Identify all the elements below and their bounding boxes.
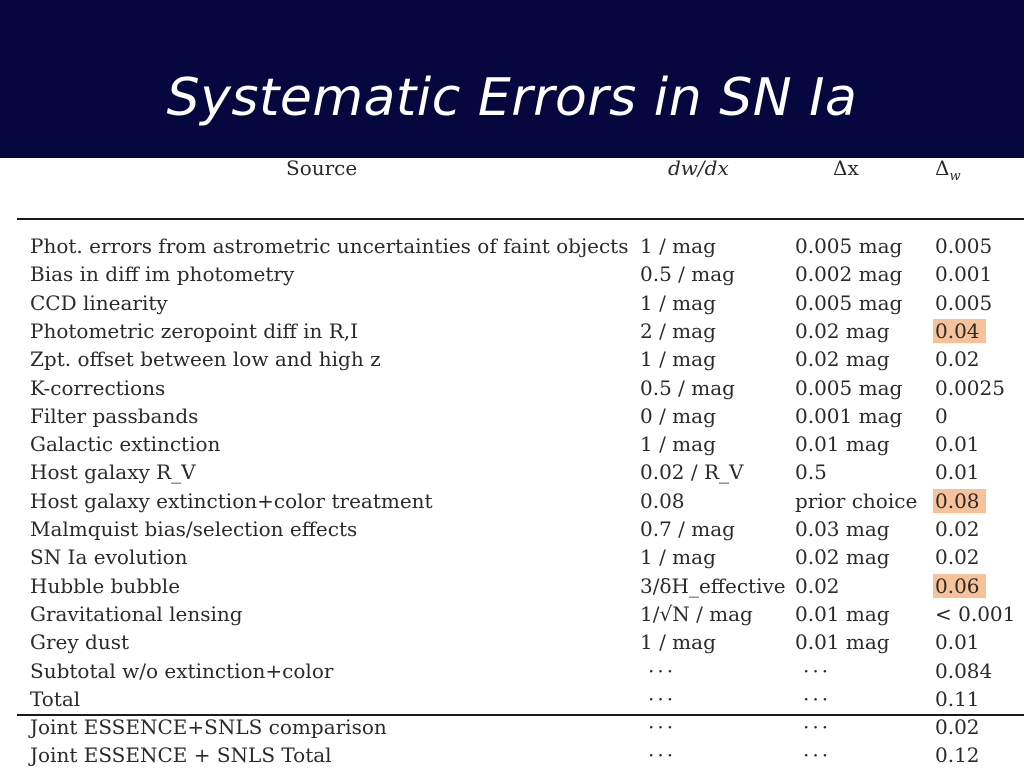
dwdx-cell-text: ··· [648, 658, 677, 683]
source-cell [30, 345, 381, 373]
dwdx-cell [640, 600, 753, 628]
delta-x-cell-text: 0.005 mag [795, 234, 903, 258]
dwdx-cell [640, 458, 744, 486]
delta-w-cell-text: 0.02 [935, 545, 980, 570]
source-cell-text: Joint ESSENCE + SNLS Total [30, 743, 332, 768]
source-cell-text: Gravitational lensing [30, 601, 243, 626]
table-row [0, 487, 1024, 515]
dwdx-cell [640, 713, 676, 741]
table-row [0, 600, 1024, 628]
dwdx-cell [640, 317, 716, 345]
source-cell [30, 628, 129, 656]
header-delta-w-subscript: w [949, 169, 961, 184]
dwdx-cell-text: 1 / mag [640, 432, 716, 457]
dwdx-cell-text: ··· [648, 743, 677, 768]
source-cell [30, 543, 188, 571]
delta-x-cell [795, 543, 890, 571]
source-cell-text: Filter passbands [30, 403, 199, 428]
delta-w-cell-text: 0.0025 [935, 375, 1005, 400]
source-cell-text: Host galaxy extinction+color treatment [30, 488, 433, 513]
table-row [0, 572, 1024, 600]
delta-x-cell [795, 600, 890, 628]
delta-w-cell [935, 232, 992, 260]
delta-w-cell [935, 543, 980, 571]
dwdx-cell-text: 1 / mag [640, 545, 716, 570]
delta-w-cell-text: < 0.001 [935, 601, 1016, 626]
delta-w-cell [935, 345, 980, 373]
slide-title: Systematic Errors in SN Ia [166, 68, 858, 128]
delta-x-cell-text: ··· [803, 686, 832, 711]
source-cell [30, 260, 294, 288]
dwdx-cell [640, 402, 716, 430]
dwdx-cell [640, 289, 716, 317]
dwdx-cell-text: 1 / mag [640, 234, 716, 258]
delta-x-cell [795, 458, 827, 486]
delta-x-cell-text: 0.01 mag [795, 601, 890, 626]
source-cell [30, 430, 220, 458]
dwdx-cell-text: ··· [648, 686, 677, 711]
delta-w-cell-text: 0.005 [935, 234, 993, 258]
delta-x-cell-text: 0.02 mag [795, 318, 890, 343]
dwdx-cell-text: 1 / mag [640, 347, 716, 372]
delta-x-cell [795, 685, 831, 713]
delta-x-cell-text: 0.02 [795, 573, 840, 598]
source-cell [30, 657, 333, 685]
dwdx-cell-text: 1/√N / mag [640, 601, 753, 626]
delta-x-cell [795, 345, 890, 373]
delta-w-cell-text: 0.02 [935, 715, 980, 740]
delta-w-cell [935, 741, 980, 769]
source-cell [30, 515, 357, 543]
source-cell [30, 487, 433, 515]
dwdx-cell [640, 741, 676, 769]
table-row [0, 374, 1024, 402]
source-cell-text: CCD linearity [30, 290, 168, 315]
delta-x-cell [795, 487, 917, 515]
source-cell-text: K-corrections [30, 375, 166, 400]
dwdx-cell-text: ··· [648, 715, 677, 740]
delta-x-cell [795, 628, 890, 656]
delta-x-cell [795, 741, 831, 769]
delta-x-cell-text: 0.001 mag [795, 403, 903, 428]
source-cell [30, 713, 387, 741]
delta-w-cell-text: 0.084 [935, 658, 993, 683]
source-cell-text: Bias in diff im photometry [30, 262, 295, 287]
table-row [0, 402, 1024, 430]
table-row [0, 430, 1024, 458]
source-cell [30, 232, 629, 260]
source-cell-text: Subtotal w/o extinction+color [30, 658, 334, 683]
table-row [0, 345, 1024, 373]
delta-x-cell-text: 0.03 mag [795, 517, 890, 541]
delta-w-cell-text: 0.08 [933, 489, 986, 513]
delta-w-cell [935, 289, 992, 317]
delta-w-cell [935, 628, 980, 656]
source-cell-text: Phot. errors from astrometric uncertainties of faint objects [30, 234, 629, 258]
delta-w-cell [935, 685, 980, 713]
dwdx-cell [640, 515, 735, 543]
delta-w-cell [935, 458, 980, 486]
table-row [0, 657, 1024, 685]
dwdx-cell [640, 487, 685, 515]
delta-x-cell-text: ··· [803, 743, 832, 768]
delta-x-cell [795, 430, 890, 458]
table-row [0, 741, 1024, 769]
delta-w-cell [935, 402, 948, 430]
delta-x-cell [795, 657, 831, 685]
table-row [0, 458, 1024, 486]
delta-x-cell-text: ··· [803, 658, 832, 683]
dwdx-cell [640, 232, 716, 260]
dwdx-cell-text: 0.5 / mag [640, 375, 735, 400]
dwdx-cell-text: 1 / mag [640, 290, 716, 315]
source-cell [30, 374, 165, 402]
dwdx-cell [640, 628, 716, 656]
dwdx-cell [640, 430, 716, 458]
delta-x-cell [795, 260, 902, 288]
table-row [0, 317, 1024, 345]
delta-w-cell [935, 430, 980, 458]
delta-x-cell [795, 402, 902, 430]
dwdx-cell-text: 0.08 [640, 488, 685, 513]
table-row [0, 543, 1024, 571]
delta-w-cell-text: 0.04 [933, 319, 986, 343]
delta-x-cell [795, 317, 890, 345]
table-row [0, 232, 1024, 260]
dwdx-cell-text: 2 / mag [640, 318, 716, 343]
header-delta-x: Δx [833, 156, 859, 180]
delta-x-cell-text: 0.005 mag [795, 290, 903, 315]
header-source: Source [286, 156, 358, 180]
delta-x-cell-text: prior choice [795, 488, 918, 513]
dwdx-cell [640, 345, 716, 373]
dwdx-cell [640, 260, 735, 288]
delta-w-cell-text: 0.01 [935, 432, 980, 457]
dwdx-cell-text: 0.7 / mag [640, 517, 735, 541]
table-row [0, 289, 1024, 317]
delta-w-cell-text: 0.11 [935, 686, 980, 711]
delta-w-cell-text: 0.001 [935, 262, 993, 287]
dwdx-cell-text: 1 / mag [640, 630, 716, 655]
delta-x-cell-text: 0.01 mag [795, 432, 890, 457]
source-cell-text: Total [30, 686, 81, 711]
source-cell [30, 317, 358, 345]
source-cell-text: SN Ia evolution [30, 545, 188, 570]
header-delta-w-symbol: Δ [935, 156, 950, 180]
delta-x-cell-text: ··· [803, 715, 832, 740]
source-cell-text: Photometric zeropoint diff in R,I [30, 318, 359, 343]
header-delta-w [935, 156, 961, 184]
delta-w-cell [935, 317, 986, 345]
delta-w-cell [935, 713, 980, 741]
delta-w-cell-text: 0.02 [935, 347, 980, 372]
dwdx-cell [640, 543, 716, 571]
delta-x-cell-text: 0.01 mag [795, 630, 890, 655]
delta-w-cell-text: 0.06 [933, 574, 986, 598]
delta-w-cell-text: 0.02 [935, 517, 980, 541]
source-cell-text: Hubble bubble [30, 573, 181, 598]
source-cell [30, 685, 80, 713]
delta-x-cell [795, 374, 902, 402]
delta-x-cell [795, 713, 831, 741]
delta-w-cell [935, 260, 992, 288]
delta-x-cell [795, 572, 840, 600]
source-cell-text: Zpt. offset between low and high z [30, 347, 381, 372]
header-rule [17, 218, 1024, 220]
source-cell [30, 289, 168, 317]
delta-w-cell-text: 0.005 [935, 290, 993, 315]
table-row [0, 685, 1024, 713]
delta-x-cell-text: 0.02 mag [795, 347, 890, 372]
delta-w-cell-text: 0.01 [935, 460, 980, 485]
delta-w-cell [935, 600, 1015, 628]
delta-w-cell-text: 0 [935, 403, 948, 428]
source-cell-text: Galactic extinction [30, 432, 221, 457]
delta-x-cell-text: 0.02 mag [795, 545, 890, 570]
source-cell-text: Grey dust [30, 630, 130, 655]
dwdx-cell-text: 0 / mag [640, 403, 716, 428]
source-cell [30, 402, 198, 430]
delta-x-cell-text: 0.002 mag [795, 262, 903, 287]
delta-w-cell [935, 487, 986, 515]
source-cell-text: Joint ESSENCE+SNLS comparison [30, 715, 387, 740]
delta-w-cell-text: 0.01 [935, 630, 980, 655]
dwdx-cell [640, 685, 676, 713]
table-row [0, 515, 1024, 543]
dwdx-cell [640, 374, 735, 402]
table-row [0, 628, 1024, 656]
delta-x-cell-text: 0.5 [795, 460, 827, 485]
delta-w-cell [935, 515, 980, 543]
source-cell [30, 572, 180, 600]
source-cell [30, 458, 196, 486]
dwdx-cell-text: 3/δH_effective [640, 573, 786, 598]
delta-x-cell-text: 0.005 mag [795, 375, 903, 400]
delta-x-cell [795, 515, 890, 543]
delta-w-cell-text: 0.12 [935, 743, 980, 768]
delta-x-cell [795, 289, 902, 317]
table-row [0, 260, 1024, 288]
dwdx-cell [640, 657, 676, 685]
dwdx-cell-text: 0.02 / R_V [640, 460, 744, 485]
header-dwdx: dw/dx [668, 156, 729, 180]
source-cell [30, 741, 332, 769]
dwdx-cell [640, 572, 786, 600]
delta-w-cell [935, 572, 986, 600]
source-cell-text: Malmquist bias/selection effects [30, 517, 358, 541]
table-row [0, 713, 1024, 741]
delta-w-cell [935, 657, 992, 685]
delta-w-cell [935, 374, 1005, 402]
delta-x-cell [795, 232, 902, 260]
source-cell-text: Host galaxy R_V [30, 460, 196, 485]
dwdx-cell-text: 0.5 / mag [640, 262, 735, 287]
source-cell [30, 600, 243, 628]
